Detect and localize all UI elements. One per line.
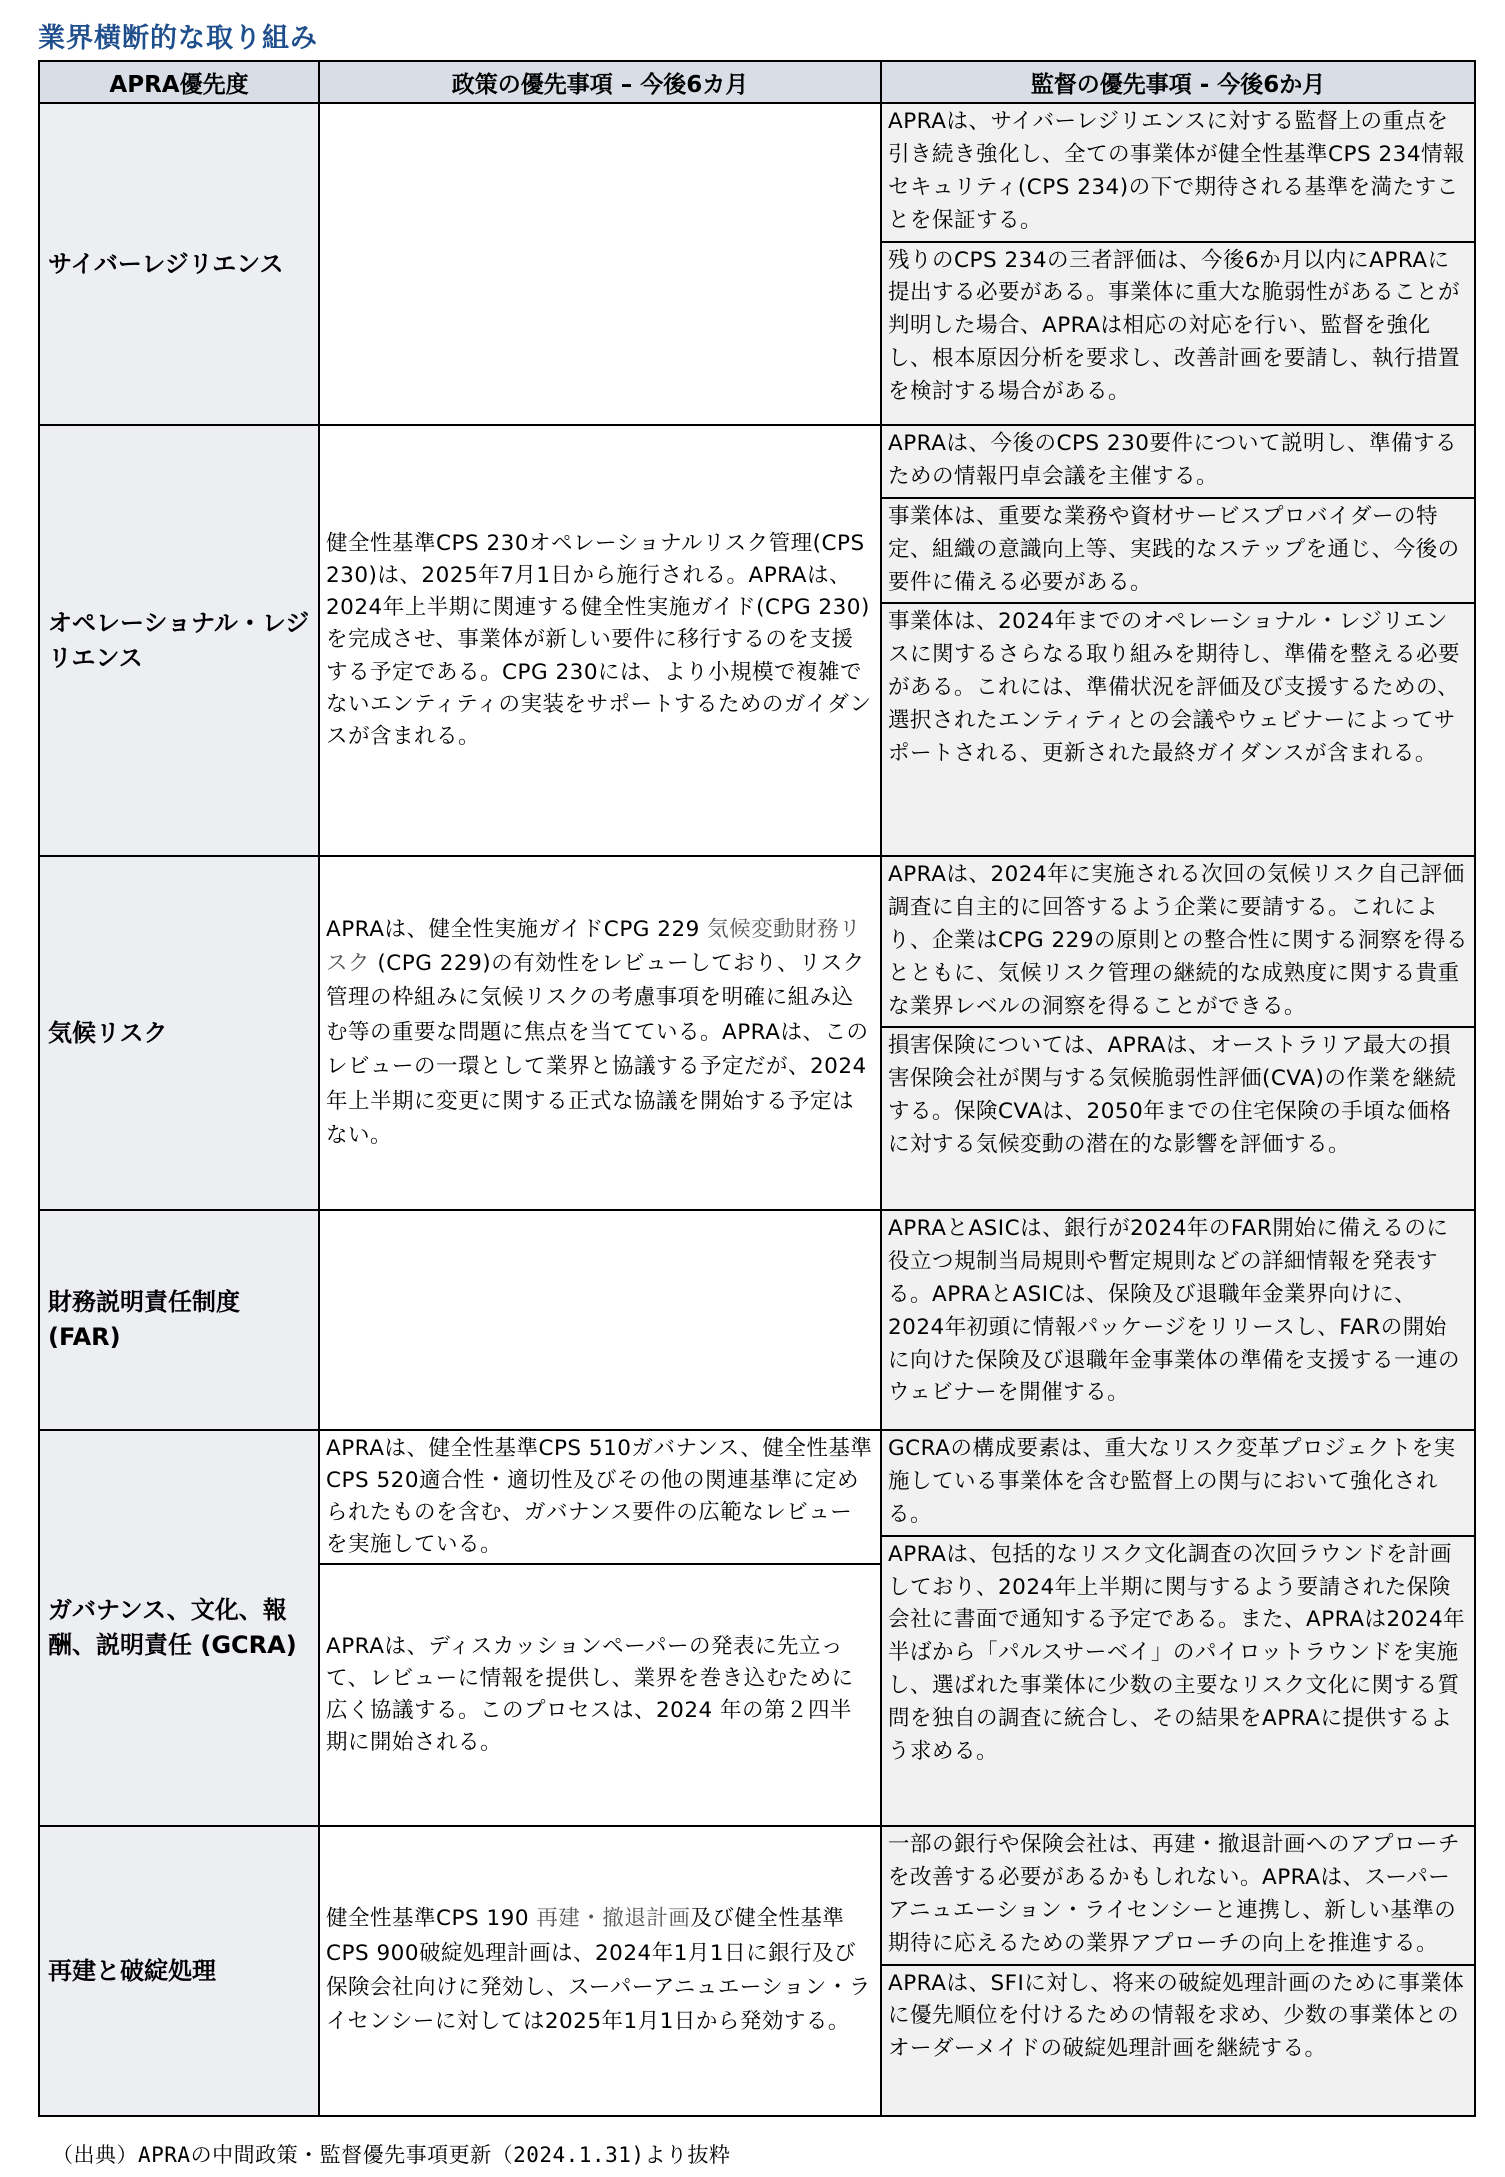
policy-cell-empty	[319, 1210, 881, 1430]
supervision-item: 損害保険については、APRAは、オーストラリア最大の損害保険会社が関与する気候脆弱性評価(CVA)の作業を継続する。保険CVAは、2050年までの住宅保険の手頃な価格に対する気候変動の潜在的な影響を評価する。	[882, 1026, 1474, 1165]
supervision-cell	[881, 1826, 1475, 2116]
policy-text-part: 及び健全性基準CPS 900破綻処理計画は、2024年1月1日に銀行及び保険会社向けに発効し、スーパーアニュエーション・ライセンシーに対しては2025年1月1日から発効する。	[326, 1906, 871, 2035]
supervision-cell	[881, 1430, 1475, 1826]
policy-cell	[319, 1430, 881, 1826]
supervision-item: APRAは、SFIに対し、将来の破綻処理計画のために事業体に優先順位を付けるための情報を求め、少数の事業体とのオーダーメイドの破綻処理計画を継続する。	[882, 1964, 1474, 2070]
supervision-item: APRAは、サイバーレジリエンスに対する監督上の重点を引き続き強化し、全ての事業体が健全性基準CPS 234情報セキュリティ(CPS 234)の下で期待される基準を満たすことを保証する。	[888, 109, 1465, 233]
priority-cell: 気候リスク	[39, 856, 319, 1210]
row-gcra	[39, 1430, 1475, 1826]
policy-text-part: 健全性基準CPS 190	[326, 1906, 537, 1932]
priority-cell: 財務説明責任制度 (FAR)	[39, 1210, 319, 1430]
priority-cell: 再建と破綻処理	[39, 1826, 319, 2116]
priority-cell: サイバーレジリエンス	[39, 103, 319, 425]
priority-cell: ガバナンス、文化、報酬、説明責任 (GCRA)	[39, 1430, 319, 1826]
source-note: （出典）APRAの中間政策・監督優先事項更新（2024.1.31)より抜粋	[52, 2143, 731, 2167]
row-cyber-resilience	[39, 103, 1475, 425]
header-supervision: 監督の優先事項 - 今後6か月	[881, 61, 1475, 103]
policy-text: 健全性基準CPS 230オペレーショナルリスク管理(CPS 230)は、2025年7月1日から施行される。APRAは、2024年上半期に関連する健全性実施ガイド(CPG 230)を完成させ、事業体が新しい要件に移行するのを支援する予定である。CPG 230には、より小規模で複雑でないエンティティの実装をサポートするためのガイダンスが含まれる。	[326, 530, 872, 750]
policy-text-part: (CPG 229)の有効性をレビューしており、リスク管理の枠組みに気候リスクの考慮事項を明確に組み込む等の重要な問題に焦点を当てている。APRAは、このレビューの一環として業界と協議する予定だが、2024年上半期に変更に関する正式な協議を開始する予定はない。	[326, 951, 869, 1148]
supervision-cell	[881, 1210, 1475, 1430]
policy-cell	[319, 425, 881, 856]
policy-cell	[319, 856, 881, 1210]
supervision-item: APRAは、包括的なリスク文化調査の次回ラウンドを計画しており、2024年上半期に関与するよう要請された保険会社に書面で通知する予定である。また、APRAは2024年半ばから「パルスサーベイ」のパイロットラウンドを実施し、選ばれた事業体に少数の主要なリスク文化に関する質問を独自の調査に統合し、その結果をAPRAに提供するよう求める。	[882, 1535, 1474, 1772]
priorities-table	[38, 60, 1476, 2117]
supervision-item: APRAは、2024年に実施される次回の気候リスク自己評価調査に自主的に回答するよう企業に要請する。これにより、企業はCPG 229の原則との整合性に関する洞察を得るとともに、気候リスク管理の継続的な成熟度に関する貴重な業界レベルの洞察を得ることができる。	[888, 862, 1469, 1019]
policy-text	[320, 1898, 880, 2044]
row-far	[39, 1210, 1475, 1430]
supervision-item: APRAは、今後のCPS 230要件について説明し、準備するための情報円卓会議を主催する。	[888, 431, 1458, 489]
supervision-item: GCRAの構成要素は、重大なリスク変革プロジェクトを実施している事業体を含む監督上の関与において強化される。	[888, 1436, 1456, 1527]
supervision-item: APRAとASICは、銀行が2024年のFAR開始に備えるのに役立つ規制当局規則や暫定規則などの詳細情報を発表する。APRAとASICは、保険及び退職年金業界向けに、2024年初頭に情報パッケージをリリースし、FARの開始に向けた保険及び退職年金事業体の準備を支援する一連のウェビナーを開催する。	[888, 1216, 1461, 1406]
policy-cell-empty	[319, 103, 881, 425]
policy-highlight-text: 気候変動財務リスク	[326, 916, 862, 977]
page-title: 業界横断的な取り組み	[38, 23, 318, 54]
policy-cell	[319, 1826, 881, 2116]
policy-highlight-text: 再建・撤退計画	[536, 1906, 691, 1932]
supervision-item: 残りのCPS 234の三者評価は、今後6か月以内にAPRAに提出する必要がある。事業体に重大な脆弱性があることが判明した場合、APRAは相応の対応を行い、監督を強化し、根本原因分析を要求し、改善計画を要請し、執行措置を検討する場合がある。	[882, 241, 1474, 412]
policy-item: APRAは、健全性基準CPS 510ガバナンス、健全性基準CPS 520適合性・適切性及びその他の関連基準に定められたものを含む、ガバナンス要件の広範なレビューを実施している。	[326, 1435, 873, 1558]
priority-cell: オペレーショナル・レジリエンス	[39, 425, 319, 856]
header-policy: 政策の優先事項 – 今後6カ月	[319, 61, 881, 103]
row-operational-resilience	[39, 425, 1475, 856]
row-recovery-resolution	[39, 1826, 1475, 2116]
policy-text	[320, 909, 880, 1158]
supervision-item: 一部の銀行や保険会社は、再建・撤退計画へのアプローチを改善する必要があるかもしれない。APRAは、スーパーアニュエーション・ライセンシーと連携し、新しい基準の期待に応えるための業界アプローチの向上を推進する。	[888, 1832, 1461, 1956]
policy-item: APRAは、ディスカッションペーパーの発表に先立って、レビューに情報を提供し、業界を巻き込むために広く協議する。このプロセスは、2024 年の第２四半期に開始される。	[320, 1563, 880, 1825]
row-climate-risk	[39, 856, 1475, 1210]
supervision-cell	[881, 425, 1475, 856]
policy-text-part: APRAは、健全性実施ガイドCPG 229	[326, 916, 708, 942]
table-header-row	[39, 61, 1475, 103]
header-priority: APRA優先度	[39, 61, 319, 103]
supervision-cell	[881, 856, 1475, 1210]
supervision-item: 事業体は、2024年までのオペレーショナル・レジリエンスに関するさらなる取り組みを期待し、準備を整える必要がある。これには、準備状況を評価及び支援するための、選択されたエンティティとの会議やウェビナーによってサポートされる、更新された最終ガイダンスが含まれる。	[882, 602, 1474, 773]
supervision-item: 事業体は、重要な業務や資材サービスプロバイダーの特定、組織の意識向上等、実践的なステップを通じ、今後の要件に備える必要がある。	[882, 497, 1474, 603]
supervision-cell	[881, 103, 1475, 425]
